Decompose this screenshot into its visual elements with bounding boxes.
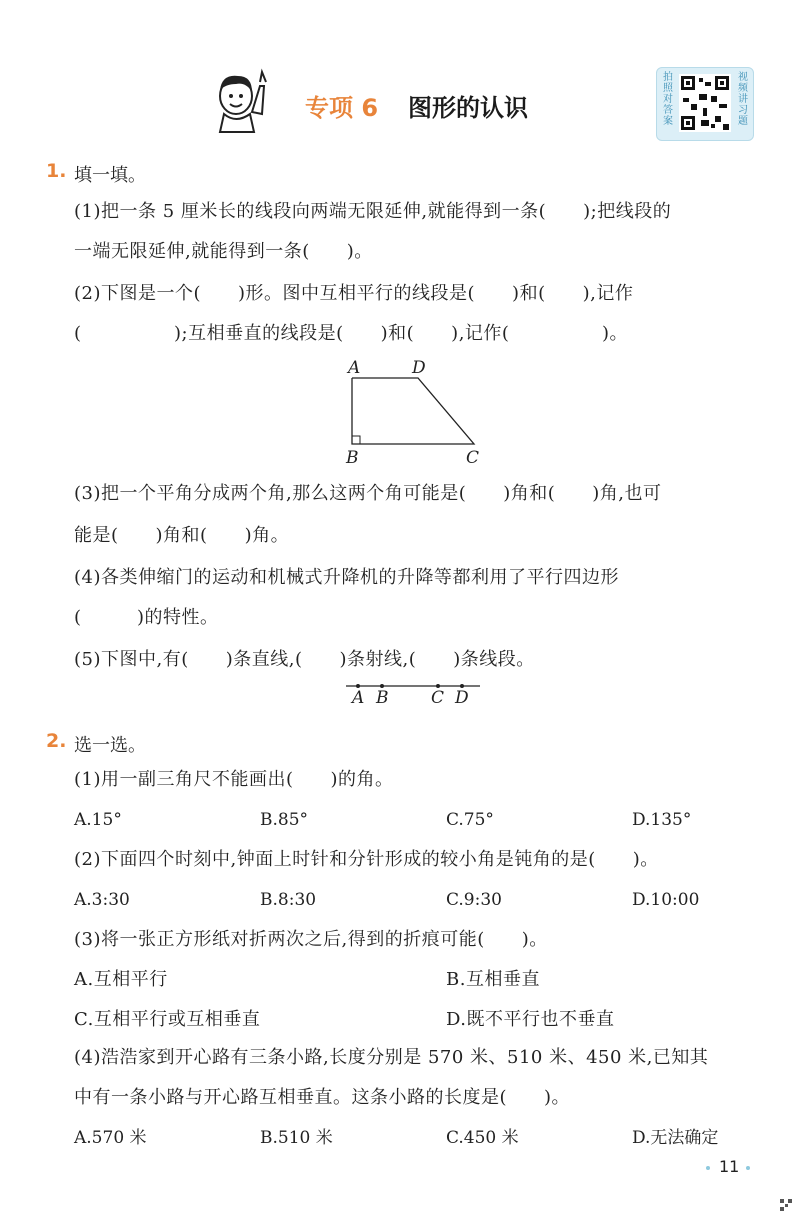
section-label: 专项 6 bbox=[305, 94, 379, 122]
fig1-label-c: C bbox=[466, 448, 480, 468]
q1-line-5: (3)把一个平角分成两个角,那么这两个角可能是( )角和( )角,也可 bbox=[74, 483, 662, 504]
qr-caption-left: 拍照对答案 bbox=[663, 72, 673, 127]
q2-item-3-option-a[interactable]: A.互相平行 bbox=[74, 969, 168, 990]
q2-item-4-stem-line-1: (4)浩浩家到开心路有三条小路,长度分别是 570 米、510 米、450 米,已知其 bbox=[74, 1047, 709, 1068]
fig2-label-a: A bbox=[352, 688, 365, 708]
q2-item-4-option-d[interactable]: D.无法确定 bbox=[632, 1128, 719, 1148]
trapezoid-figure bbox=[340, 358, 490, 470]
fig1-label-a: A bbox=[348, 358, 361, 378]
points-line-figure bbox=[340, 674, 490, 710]
page-number: 11 bbox=[719, 1157, 740, 1176]
fig1-label-b: B bbox=[346, 448, 359, 468]
qr-caption-right: 视频讲习题 bbox=[738, 72, 748, 127]
q2-item-3-option-b[interactable]: B.互相垂直 bbox=[446, 969, 540, 990]
q2-item-4-stem-line-2: 中有一条小路与开心路互相垂直。这条小路的长度是( )。 bbox=[74, 1087, 571, 1108]
q2-item-1-option-c[interactable]: C.75° bbox=[446, 810, 494, 830]
fig1-label-d: D bbox=[412, 358, 426, 378]
q2-item-2-option-c[interactable]: C.9:30 bbox=[446, 890, 502, 910]
q1-line-3: (2)下图是一个( )形。图中互相平行的线段是( )和( ),记作 bbox=[74, 283, 634, 304]
q1-line-9: (5)下图中,有( )条直线,( )条射线,( )条线段。 bbox=[74, 649, 535, 670]
q2-item-1-stem: (1)用一副三角尺不能画出( )的角。 bbox=[74, 769, 394, 790]
fig2-label-b: B bbox=[376, 688, 389, 708]
mascot-icon bbox=[206, 66, 276, 136]
q2-item-1-option-b[interactable]: B.85° bbox=[260, 810, 309, 830]
q2-item-3-option-d[interactable]: D.既不平行也不垂直 bbox=[446, 1009, 615, 1030]
q2-item-3-option-c[interactable]: C.互相平行或互相垂直 bbox=[74, 1009, 261, 1030]
page-dot-left bbox=[706, 1166, 710, 1170]
q2-item-2-option-b[interactable]: B.8:30 bbox=[260, 890, 317, 910]
q2-item-2-option-d[interactable]: D.10:00 bbox=[632, 890, 700, 910]
q1-line-4: ( );互相垂直的线段是( )和( ),记作( )。 bbox=[74, 323, 628, 344]
q1-line-7: (4)各类伸缩门的运动和机械式升降机的升降等都利用了平行四边形 bbox=[74, 567, 619, 588]
q2-item-4-option-a[interactable]: A.570 米 bbox=[74, 1128, 147, 1148]
page-dot-right bbox=[746, 1166, 750, 1170]
question-2-number: 2. bbox=[46, 730, 67, 752]
q1-line-1: (1)把一条 5 厘米长的线段向两端无限延伸,就能得到一条( );把线段的 bbox=[74, 201, 672, 222]
fig2-label-c: C bbox=[431, 688, 445, 708]
qr-code-panel[interactable] bbox=[656, 67, 754, 141]
q2-item-4-option-c[interactable]: C.450 米 bbox=[446, 1128, 519, 1148]
q2-item-4-option-b[interactable]: B.510 米 bbox=[260, 1128, 333, 1148]
q1-line-6: 能是( )角和( )角。 bbox=[74, 525, 290, 546]
q2-item-3-stem: (3)将一张正方形纸对折两次之后,得到的折痕可能( )。 bbox=[74, 929, 548, 950]
question-1-number: 1. bbox=[46, 160, 67, 182]
q2-item-1-option-a[interactable]: A.15° bbox=[74, 810, 122, 830]
qr-code-icon bbox=[679, 74, 731, 132]
q2-item-2-stem: (2)下面四个时刻中,钟面上时针和分针形成的较小角是钝角的是( )。 bbox=[74, 849, 659, 870]
page-title: 图形的认识 bbox=[408, 94, 528, 122]
q1-line-2: 一端无限延伸,就能得到一条( )。 bbox=[74, 241, 373, 262]
q2-item-1-option-d[interactable]: D.135° bbox=[632, 810, 692, 830]
q2-item-2-option-a[interactable]: A.3:30 bbox=[74, 890, 130, 910]
question-2-heading: 选一选。 bbox=[74, 735, 146, 756]
fig2-label-d: D bbox=[455, 688, 469, 708]
q1-line-8: ( )的特性。 bbox=[74, 607, 219, 628]
question-1-heading: 填一填。 bbox=[74, 165, 146, 186]
corner-mark-icon bbox=[780, 1196, 792, 1208]
